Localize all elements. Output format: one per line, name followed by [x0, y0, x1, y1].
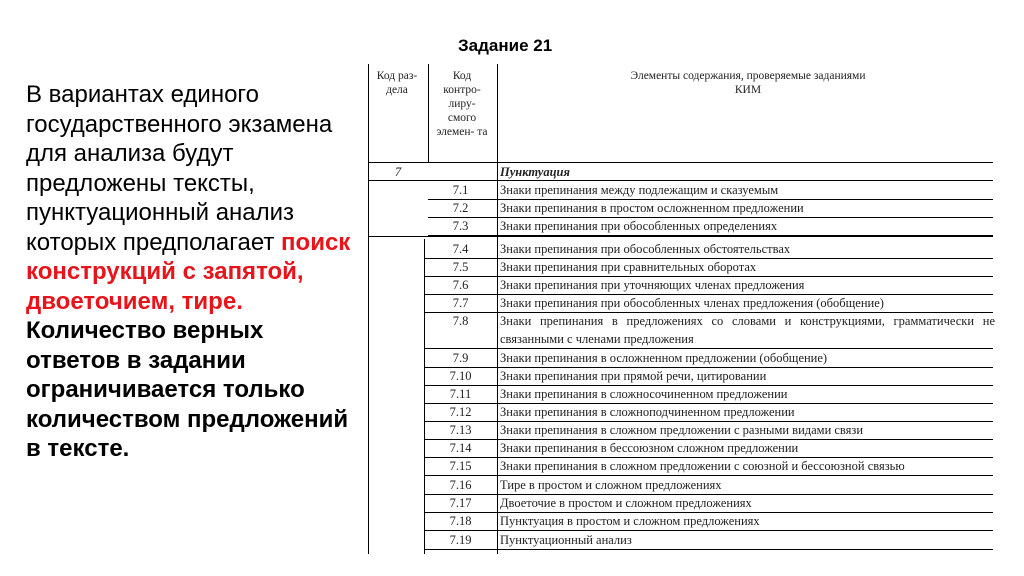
- row-code: 7.17: [449, 496, 472, 510]
- row-text: Двоеточие в простом и сложном предложениях: [500, 496, 752, 510]
- row-text: Знаки препинания в сложноподчиненном предложении: [500, 405, 795, 419]
- row-text: Знаки препинания при уточняющих членах предложения: [500, 278, 805, 292]
- description-intro: В вариантах единого государственного экзамена для анализа будут предложены тексты, пунктуационный анализ которых предполагает: [26, 81, 333, 256]
- row-text: Тире в простом и сложном предложениях: [500, 478, 722, 492]
- row-text: Знаки препинания при прямой речи, цитировании: [500, 369, 767, 383]
- row-text: Знаки препинания в бессоюзном сложном предложении: [500, 441, 799, 455]
- row-text: Знаки препинания в осложненном предложении (обобщение): [500, 351, 828, 365]
- row-code: 7.11: [449, 387, 472, 401]
- row-code: 7.18: [449, 514, 472, 528]
- description-answers-note: Количество верных ответов в задании ограничивается только количеством предложений в тексте.: [26, 317, 349, 462]
- row-code: 7.10: [449, 369, 472, 383]
- row-code: 7.4: [452, 242, 469, 256]
- row-code: 7.3: [452, 219, 469, 233]
- row-text: Знаки препинания между подлежащим и сказуемым: [500, 183, 779, 197]
- header-content: Элементы содержания, проверяемые заданиями КИМ: [630, 70, 866, 96]
- row-code: 7.8: [452, 314, 469, 328]
- row-text: Пунктуация в простом и сложном предложениях: [500, 514, 760, 528]
- section-code: 7: [394, 165, 402, 179]
- slide-title: Задание 21: [458, 36, 553, 55]
- row-text: Знаки препинания в простом осложненном предложении: [500, 201, 804, 215]
- row-text: Знаки препинания при сравнительных оборотах: [500, 260, 757, 274]
- row-code: 7.1: [452, 183, 469, 197]
- row-code: 7.6: [452, 278, 469, 292]
- row-text: Знаки препинания при обособленных членах предложения (обобщение): [500, 296, 884, 310]
- row-code: 7.13: [449, 423, 472, 437]
- row-code: 7.5: [452, 260, 469, 274]
- row-text: Знаки препинания в сложносочиненном предложении: [500, 387, 788, 401]
- description-highlight: поиск конструкций с запятой, двоеточием, тире.: [26, 228, 351, 315]
- row-text: Знаки препинания при обособленных определениях: [500, 219, 778, 233]
- header-section-code: Код раз- дела: [376, 70, 418, 96]
- description-text: [26, 80, 356, 464]
- section-name: Пунктуация: [500, 165, 570, 179]
- row-code: 7.12: [449, 405, 472, 419]
- row-code: 7.9: [452, 351, 469, 365]
- row-code: 7.15: [449, 459, 472, 473]
- row-text: Знаки препинания в сложном предложении с союзной и бессоюзной связью: [500, 459, 905, 473]
- row-text: Пунктуационный анализ: [500, 533, 632, 547]
- row-code: 7.19: [449, 533, 472, 547]
- row-code: 7.16: [449, 478, 472, 492]
- row-code: 7.2: [452, 201, 469, 215]
- row-code: 7.14: [449, 441, 472, 455]
- row-text: Знаки препинания в предложениях со словами и конструкциями, грамматически не связанными с членами предложения: [500, 314, 995, 346]
- header-element-code: Код контро- лиру- смого элемен- та: [436, 70, 488, 138]
- kim-table: [368, 64, 1003, 554]
- row-text: Знаки препинания в сложном предложении с разными видами связи: [500, 423, 864, 437]
- row-text: Знаки препинания при обособленных обстоятельствах: [500, 242, 791, 256]
- row-code: 7.7: [452, 296, 469, 310]
